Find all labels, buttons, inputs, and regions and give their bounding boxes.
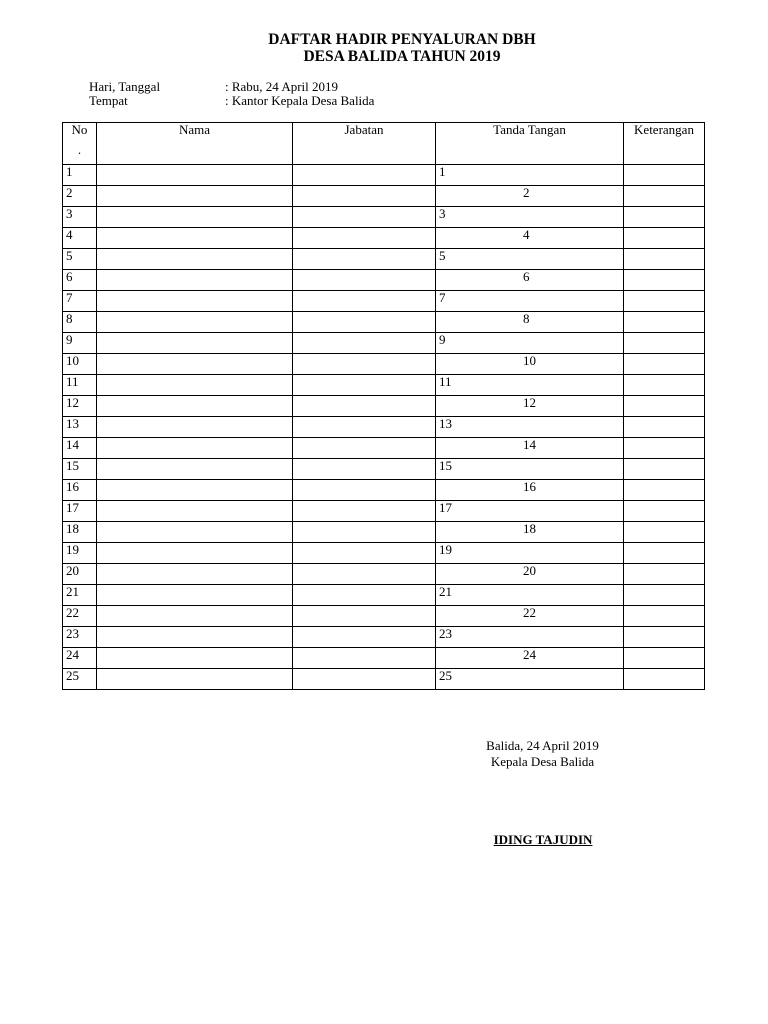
table-row xyxy=(63,417,705,438)
nama-cell[interactable] xyxy=(97,228,293,249)
nama-cell[interactable] xyxy=(97,312,293,333)
document-title-line2: DESA BALIDA TAHUN 2019 xyxy=(303,48,501,65)
table-header-row xyxy=(63,123,705,165)
jabatan-cell[interactable] xyxy=(293,333,436,354)
nama-cell[interactable] xyxy=(97,186,293,207)
column-header-keterangan: Keterangan xyxy=(624,123,705,165)
nama-cell[interactable] xyxy=(97,270,293,291)
row-number: 16 xyxy=(63,480,97,501)
row-number: 25 xyxy=(63,669,97,690)
row-number: 8 xyxy=(63,312,97,333)
keterangan-cell[interactable] xyxy=(624,375,705,396)
nama-cell[interactable] xyxy=(97,165,293,186)
jabatan-cell[interactable] xyxy=(293,312,436,333)
signature-cell[interactable]: 3 xyxy=(436,207,624,228)
signature-cell[interactable]: 9 xyxy=(436,333,624,354)
jabatan-cell[interactable] xyxy=(293,249,436,270)
row-number: 21 xyxy=(63,585,97,606)
table-row xyxy=(63,669,705,690)
table-row xyxy=(63,396,705,417)
row-number: 18 xyxy=(63,522,97,543)
column-header-no-label: No xyxy=(71,122,88,137)
nama-cell[interactable] xyxy=(97,396,293,417)
jabatan-cell[interactable] xyxy=(293,585,436,606)
nama-cell[interactable] xyxy=(97,375,293,396)
jabatan-cell[interactable] xyxy=(293,207,436,228)
keterangan-cell[interactable] xyxy=(624,459,705,480)
row-number: 2 xyxy=(63,186,97,207)
keterangan-cell[interactable] xyxy=(624,438,705,459)
row-number: 3 xyxy=(63,207,97,228)
nama-cell[interactable] xyxy=(97,354,293,375)
table-row xyxy=(63,648,705,669)
signature-cell[interactable]: 4 xyxy=(436,228,624,249)
table-row xyxy=(63,480,705,501)
keterangan-cell[interactable] xyxy=(624,585,705,606)
table-row xyxy=(63,207,705,228)
keterangan-cell[interactable] xyxy=(624,291,705,312)
jabatan-cell[interactable] xyxy=(293,648,436,669)
keterangan-cell[interactable] xyxy=(624,228,705,249)
signature-cell[interactable]: 19 xyxy=(436,543,624,564)
signature-cell[interactable]: 1 xyxy=(436,165,624,186)
signature-cell[interactable]: 20 xyxy=(436,564,624,585)
jabatan-cell[interactable] xyxy=(293,501,436,522)
table-row xyxy=(63,165,705,186)
keterangan-cell[interactable] xyxy=(624,165,705,186)
place-label: Tempat xyxy=(89,93,128,108)
row-number: 14 xyxy=(63,438,97,459)
jabatan-cell[interactable] xyxy=(293,228,436,249)
table-row xyxy=(63,270,705,291)
row-number: 20 xyxy=(63,564,97,585)
nama-cell[interactable] xyxy=(97,207,293,228)
jabatan-cell[interactable] xyxy=(293,375,436,396)
jabatan-cell[interactable] xyxy=(293,480,436,501)
signature-cell[interactable]: 6 xyxy=(436,270,624,291)
date-label: Hari, Tanggal xyxy=(89,79,161,94)
row-number: 10 xyxy=(63,354,97,375)
jabatan-cell[interactable] xyxy=(293,291,436,312)
jabatan-cell[interactable] xyxy=(293,417,436,438)
keterangan-cell[interactable] xyxy=(624,627,705,648)
signature-cell[interactable]: 24 xyxy=(436,648,624,669)
jabatan-cell[interactable] xyxy=(293,606,436,627)
document-title-line1: DAFTAR HADIR PENYALURAN DBH xyxy=(268,31,536,48)
keterangan-cell[interactable] xyxy=(624,186,705,207)
table-row xyxy=(63,312,705,333)
keterangan-cell[interactable] xyxy=(624,333,705,354)
nama-cell[interactable] xyxy=(97,291,293,312)
row-number: 7 xyxy=(63,291,97,312)
row-number: 23 xyxy=(63,627,97,648)
jabatan-cell[interactable] xyxy=(293,564,436,585)
nama-cell[interactable] xyxy=(97,438,293,459)
jabatan-cell[interactable] xyxy=(293,522,436,543)
nama-cell[interactable] xyxy=(97,417,293,438)
signature-cell[interactable]: 8 xyxy=(436,312,624,333)
column-header-nama: Nama xyxy=(97,123,293,165)
column-header-tanda-tangan: Tanda Tangan xyxy=(436,123,624,165)
row-number: 4 xyxy=(63,228,97,249)
nama-cell[interactable] xyxy=(97,459,293,480)
jabatan-cell[interactable] xyxy=(293,459,436,480)
signature-cell[interactable]: 2 xyxy=(436,186,624,207)
keterangan-cell[interactable] xyxy=(624,669,705,690)
table-row xyxy=(63,438,705,459)
column-header-no xyxy=(63,123,97,165)
table-row xyxy=(63,627,705,648)
signature-cell[interactable]: 21 xyxy=(436,585,624,606)
keterangan-cell[interactable] xyxy=(624,648,705,669)
date-value: : Rabu, 24 April 2019 xyxy=(225,79,339,94)
table-row xyxy=(63,501,705,522)
nama-cell[interactable] xyxy=(97,585,293,606)
row-number: 15 xyxy=(63,459,97,480)
signature-cell[interactable]: 25 xyxy=(436,669,624,690)
row-number: 12 xyxy=(63,396,97,417)
jabatan-cell[interactable] xyxy=(293,438,436,459)
table-row xyxy=(63,354,705,375)
row-number: 17 xyxy=(63,501,97,522)
table-row xyxy=(63,228,705,249)
signature-cell[interactable]: 11 xyxy=(436,375,624,396)
signature-name: IDING TAJUDIN xyxy=(493,832,593,847)
table-row xyxy=(63,249,705,270)
signature-place-date: Balida, 24 April 2019 xyxy=(486,738,599,753)
signature-cell[interactable]: 23 xyxy=(436,627,624,648)
keterangan-cell[interactable] xyxy=(624,522,705,543)
row-number: 6 xyxy=(63,270,97,291)
nama-cell[interactable] xyxy=(97,333,293,354)
keterangan-cell[interactable] xyxy=(624,270,705,291)
nama-cell[interactable] xyxy=(97,501,293,522)
table-row xyxy=(63,459,705,480)
row-number: 9 xyxy=(63,333,97,354)
keterangan-cell[interactable] xyxy=(624,564,705,585)
keterangan-cell[interactable] xyxy=(624,396,705,417)
signature-cell[interactable]: 14 xyxy=(436,438,624,459)
signature-cell[interactable]: 7 xyxy=(436,291,624,312)
table-row xyxy=(63,585,705,606)
signature-cell[interactable]: 17 xyxy=(436,501,624,522)
keterangan-cell[interactable] xyxy=(624,543,705,564)
signature-cell[interactable]: 5 xyxy=(436,249,624,270)
signature-cell[interactable]: 13 xyxy=(436,417,624,438)
row-number: 19 xyxy=(63,543,97,564)
jabatan-cell[interactable] xyxy=(293,543,436,564)
table-row xyxy=(63,543,705,564)
place-value: : Kantor Kepala Desa Balida xyxy=(225,93,375,108)
nama-cell[interactable] xyxy=(97,249,293,270)
jabatan-cell[interactable] xyxy=(293,270,436,291)
row-number: 5 xyxy=(63,249,97,270)
nama-cell[interactable] xyxy=(97,564,293,585)
keterangan-cell[interactable] xyxy=(624,480,705,501)
table-row xyxy=(63,186,705,207)
table-row xyxy=(63,375,705,396)
keterangan-cell[interactable] xyxy=(624,249,705,270)
table-row xyxy=(63,606,705,627)
table-row xyxy=(63,522,705,543)
keterangan-cell[interactable] xyxy=(624,207,705,228)
signature-cell[interactable]: 16 xyxy=(436,480,624,501)
jabatan-cell[interactable] xyxy=(293,627,436,648)
table-row xyxy=(63,564,705,585)
table-body xyxy=(63,165,705,690)
keterangan-cell[interactable] xyxy=(624,312,705,333)
signature-cell[interactable]: 22 xyxy=(436,606,624,627)
nama-cell[interactable] xyxy=(97,627,293,648)
row-number: 11 xyxy=(63,375,97,396)
row-number: 24 xyxy=(63,648,97,669)
table-row xyxy=(63,333,705,354)
jabatan-cell[interactable] xyxy=(293,165,436,186)
signature-cell[interactable]: 12 xyxy=(436,396,624,417)
signature-role: Kepala Desa Balida xyxy=(490,754,595,769)
jabatan-cell[interactable] xyxy=(293,669,436,690)
signature-cell[interactable]: 18 xyxy=(436,522,624,543)
row-number: 13 xyxy=(63,417,97,438)
column-header-no-dot: . xyxy=(77,142,82,157)
nama-cell[interactable] xyxy=(97,606,293,627)
row-number: 22 xyxy=(63,606,97,627)
keterangan-cell[interactable] xyxy=(624,354,705,375)
nama-cell[interactable] xyxy=(97,648,293,669)
attendance-table xyxy=(62,122,705,690)
keterangan-cell[interactable] xyxy=(624,501,705,522)
keterangan-cell[interactable] xyxy=(624,417,705,438)
jabatan-cell[interactable] xyxy=(293,354,436,375)
nama-cell[interactable] xyxy=(97,543,293,564)
nama-cell[interactable] xyxy=(97,669,293,690)
table-row xyxy=(63,291,705,312)
column-header-jabatan: Jabatan xyxy=(293,123,436,165)
signature-cell[interactable]: 10 xyxy=(436,354,624,375)
keterangan-cell[interactable] xyxy=(624,606,705,627)
signature-cell[interactable]: 15 xyxy=(436,459,624,480)
row-number: 1 xyxy=(63,165,97,186)
jabatan-cell[interactable] xyxy=(293,186,436,207)
jabatan-cell[interactable] xyxy=(293,396,436,417)
nama-cell[interactable] xyxy=(97,480,293,501)
nama-cell[interactable] xyxy=(97,522,293,543)
